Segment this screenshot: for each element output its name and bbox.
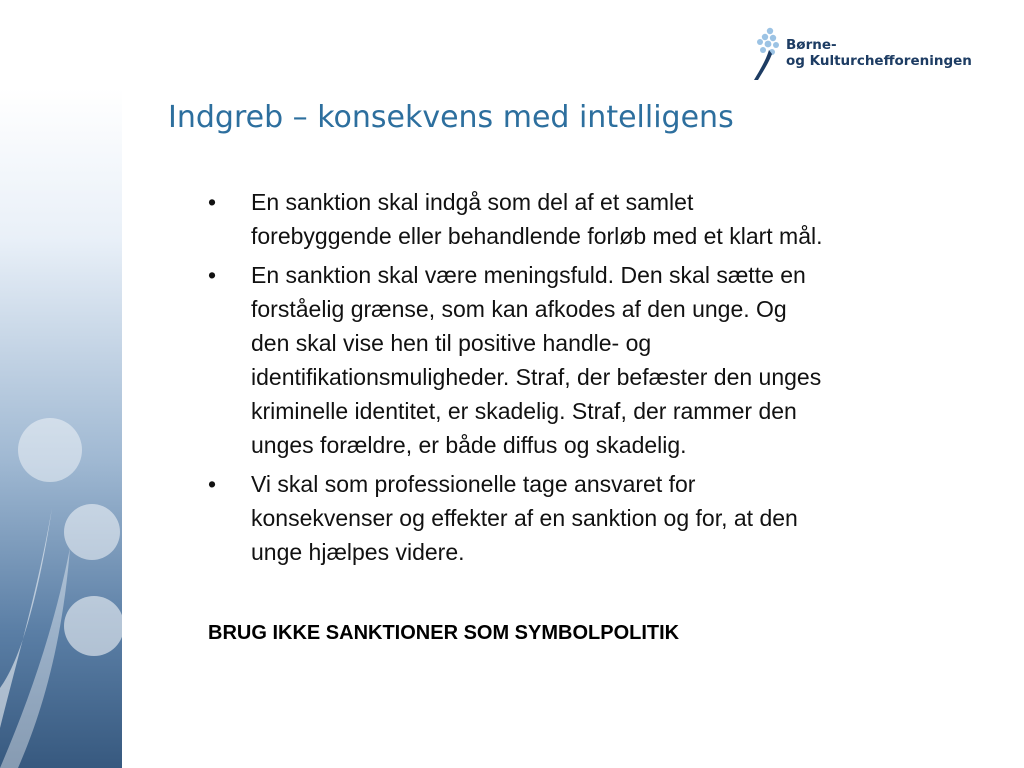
- bullet-item: [208, 185, 978, 253]
- closing-statement: BRUG IKKE SANKTIONER SOM SYMBOLPOLITIK: [208, 622, 680, 644]
- bullet-text-line: forståelig grænse, som kan afkodes af den unge. Og: [251, 296, 787, 322]
- logo-name-line-1: Børne-: [786, 37, 837, 53]
- bullet-list: [208, 185, 978, 574]
- bullet-text-line: den skal vise hen til positive handle- og: [251, 330, 652, 356]
- decorative-side-band: [0, 88, 122, 768]
- bullet-text-line: Vi skal som professionelle tage ansvaret for: [251, 471, 696, 497]
- bullet-text-line: konsekvenser og effekter af en sanktion og for, at den: [251, 505, 798, 531]
- slide-title: Indgreb – konsekvens med intelligens: [168, 100, 734, 135]
- bullet-text-line: forebyggende eller behandlende forløb med et klart mål.: [251, 223, 823, 249]
- side-band-circle: [64, 504, 120, 560]
- logo-wordmark: [786, 37, 972, 69]
- bullet-text-line: identifikationsmuligheder. Straf, der befæster den unges: [251, 364, 822, 390]
- bullet-marker: •: [208, 189, 217, 215]
- bullet-marker: •: [208, 262, 217, 288]
- figure-dots-logo-icon: [748, 26, 784, 82]
- side-band-graphic: [0, 88, 122, 768]
- bullet-text-line: En sanktion skal være meningsfuld. Den skal sætte en: [251, 262, 806, 288]
- bullet-text-line: kriminelle identitet, er skadelig. Straf, der rammer den: [251, 398, 797, 424]
- organization-logo: [748, 26, 972, 84]
- bullet-item: [208, 258, 978, 462]
- side-band-circle: [64, 596, 122, 656]
- bullet-text-line: unge hjælpes videre.: [251, 539, 465, 565]
- bullet-text-line: En sanktion skal indgå som del af et samlet: [251, 189, 694, 215]
- bullet-text-line: unges forældre, er både diffus og skadelig.: [251, 432, 687, 458]
- logo-name-line-2: og Kulturchefforeningen: [786, 53, 972, 69]
- side-band-circle: [18, 418, 82, 482]
- bullet-item: [208, 467, 978, 569]
- bullet-marker: •: [208, 471, 217, 497]
